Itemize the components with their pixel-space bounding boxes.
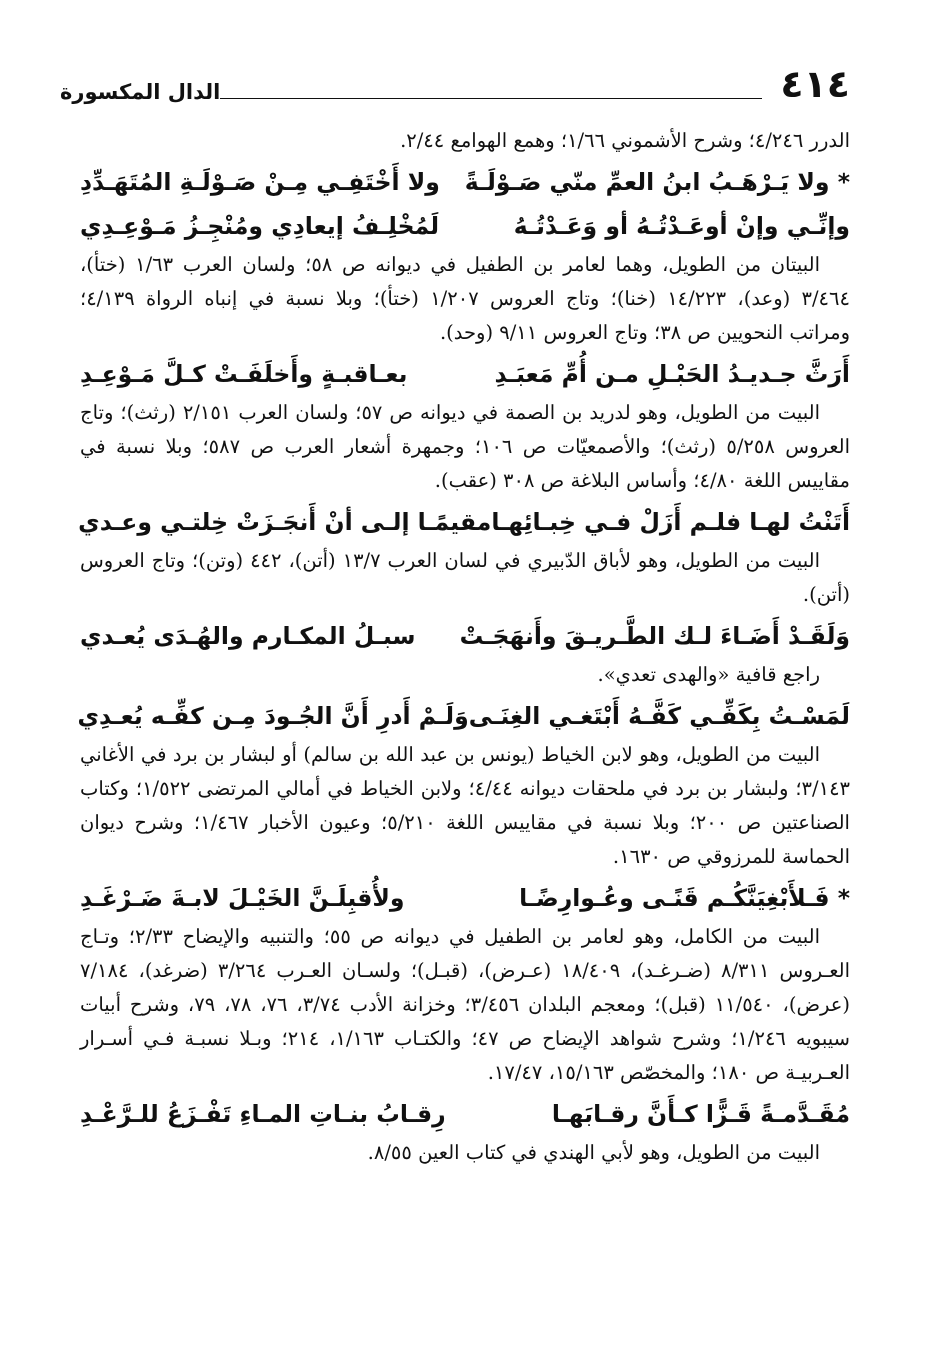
verse-line [80, 354, 850, 394]
first-hemistich: أَتَنْتُ لهـا فلـم أَزَلْ فـي خِبـائِهـا [491, 508, 850, 536]
verse-line [77, 696, 850, 736]
verse-line [80, 616, 850, 656]
first-hemistich: أَرَثَّ جـديـدُ الحَبْـلِ مـن أُمِّ مَعبَـدِ [494, 360, 850, 388]
poetry-entry [80, 354, 850, 498]
first-hemistich: * ولا يَـرْهَـبُ ابنُ العمِّ منّي صَـوْلَـةً [464, 168, 850, 196]
citation-note: البيت من الطويل، وهو لأبي الهندي في كتاب العين ٨/٥٥. [367, 1141, 820, 1164]
citation-note: البيت من الطويل، وهو لأباق الدّبيري في لسان العرب ١٣/٧ (أتن)، ٤٤٢ (وتن)؛ وتاج العروس (أتن). [80, 549, 850, 606]
poetry-entry [80, 1094, 850, 1170]
second-hemistich: ولأُقبِلَـنَّ الخَيْـلَ لابـةَ ضَـرْغَـدِ [80, 884, 405, 912]
poetry-entry [80, 162, 850, 350]
verse-line [80, 206, 850, 246]
second-hemistich: مقيمًـا إلـى أنْ أَنجَـزَتْ خِلتـي وعـدي [78, 508, 492, 536]
second-hemistich: بعـاقبـةٍ وأَخلَفَـتْ كـلَّ مَـوْعِـدِ [80, 360, 408, 388]
poetry-entry [80, 502, 850, 612]
first-hemistich: وإنِّـي وإنْ أوعَـدْتُـهُ أو وَعَـدْتُـهُ [513, 212, 850, 240]
second-hemistich: سبـلُ المكـارم والهُـدَى يُعـدي [80, 622, 416, 650]
citation-note: البيت من الكامل، وهو لعامر بن الطفيل في ديوانه ص ٥٥؛ والتنبيه والإيضاح ٢/٣٣؛ وتـاج العـروس ٨/٣١١ (ضـرغـد)، ١٨/٤٠٩ (عـرض)، (قبـل)؛ ولسـان العـرب ٣/٢٦٤ (ضرغد)، ٧/١٨٤ (عرض)، ١١/٥٤٠ (قبل)؛ ومعجم البلدان ٣/٤٥٦؛ وخزانة الأدب ٣/٧٤، ٧٦، ٧٨، ٧٩، وشرح أبيات سيبويه ١/٢٤٦؛ وشرح شواهد الإيضاح ص ٤٧؛ والكتـاب ١/١٦٣، ٢١٤؛ وبـلا نسبـة فـي أسـرار العـربيـة ص ١٨٠؛ والمخصّص ١٥/١٦٣، ١٧/٤٧. [80, 925, 851, 1084]
verse-line [80, 878, 850, 918]
second-hemistich: لَمُخْلِـفُ إيعادِي ومُنْجِـزُ مَـوْعِـدِي [80, 212, 440, 240]
second-hemistich: وَلَـمْ أَدرِ أَنَّ الجُـودَ مِـن كفِّـه يُعـدِي [77, 702, 469, 730]
page-body [77, 124, 851, 1172]
poetry-entry [80, 616, 850, 692]
poetry-entry [77, 696, 851, 874]
header-rule [220, 98, 762, 99]
second-hemistich: ولا أَخْتَفِـي مِـنْ صَـوْلَـةِ المُتَهَـدِّدِ [80, 168, 440, 196]
poetry-entry [80, 878, 850, 1090]
page-number: ٤١٤ [780, 62, 850, 106]
citation-note: البيت من الطويل، وهو لدريد بن الصمة في ديوانه ص ٥٧؛ ولسان العرب ٢/١٥١ (رثث)؛ وتاج العروس ٥/٢٥٨ (رثث)؛ والأصمعيّات ص ١٠٦؛ وجمهرة أشعار العرب ص ٥٨٧؛ وبلا نسبة في مقاييس اللغة ٤/٨٠؛ وأساس البلاغة ص ٣٠٨ (عقب). [80, 401, 851, 492]
verse-line [80, 1094, 850, 1134]
first-hemistich: * فَـلأَبْغِيَنَّكُـم قَنًـى وعُـوارِضًـا [519, 884, 850, 912]
continued-reference: الدرر ٤/٢٤٦؛ وشرح الأشموني ١/٦٦؛ وهمع الهوامع ٢/٤٤. [400, 129, 850, 152]
verse-line [80, 502, 850, 542]
first-hemistich: وَلَقَـدْ أَضَـاءَ لـك الطَّـريـقَ وأَنهَجَـتْ [459, 622, 850, 650]
first-hemistich: مُقَـدَّمـةً قَـزًّا كـأَنَّ رقـابَهـا [551, 1100, 850, 1128]
verse-line [80, 162, 850, 202]
first-hemistich: لَمَسْـتُ بِكَفِّـي كَفَّـهُ أَبْتَغـي الغِنَـى [468, 702, 850, 730]
second-hemistich: رِقـابُ بنـاتِ المـاءِ تَفْـزَعُ للـرَّعْـدِ [80, 1100, 446, 1128]
page-header [60, 62, 850, 110]
citation-note: البيت من الطويل، وهو لابن الخياط (يونس بن عبد الله بن سالم) أو لبشار بن برد في الأغاني ٣/١٤٣؛ ولبشار بن برد في ملحقات ديوانه ٤/٤٤؛ ولابن الخياط في أمالي المرتضى ١/٥٢٢؛ وكتاب الصناعتين ص ٢٠٠؛ وبلا نسبة في مقاييس اللغة ٥/٢١٠؛ وعيون الأخبار ١/٤٦٧؛ وشرح ديوان الحماسة للمرزوقي ص ١٦٣٠. [80, 743, 851, 868]
running-title: الدال المكسورة [60, 80, 221, 104]
citation-note: البيتان من الطويل، وهما لعامر بن الطفيل في ديوانه ص ٥٨؛ ولسان العرب ١/٦٣ (ختأ)، ٣/٤٦٤ (وعد)، ١٤/٢٢٣ (خنا)؛ وتاج العروس ١/٢٠٧ (ختأ)؛ وبلا نسبة في إنباه الرواة ٤/١٣٩؛ ومراتب النحويين ص ٣٨؛ وتاج العروس ٩/١١ (وحد). [80, 253, 850, 344]
citation-note: راجع قافية «والهدى تعدي». [597, 663, 820, 686]
